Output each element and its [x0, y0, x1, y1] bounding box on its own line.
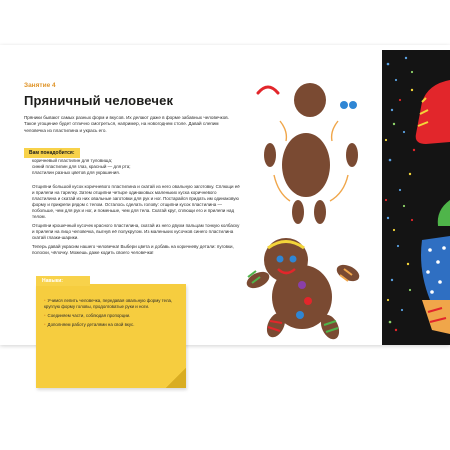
steps-text — [32, 184, 240, 259]
skill-item: • Учимся лепить человечка, передавая овальную форму тела, круглую форму головы, продолговатые руки и ноги. — [44, 298, 173, 309]
skills-list — [44, 298, 176, 331]
step-paragraph: Отщипни крошечный кусочек красного пластилина, скатай из него двухм пальцам тонкую колбаску и прилепи на лицо человечка, выгнув её полукругом. Из маленьких кусочков синего пластилина скатай глазки-шарики. — [32, 223, 240, 240]
step-paragraph: Теперь давай украсим нашего человечка! Выбери цвета и добавь на коричневу детали: пуговки, полоски, чёлочку. Можешь даже кодить своего человечка! — [32, 244, 234, 255]
skill-item: • Дополняем работу деталями на свой вкус. — [44, 322, 135, 327]
materials-heading: Вам понадобится: — [24, 148, 80, 158]
arrow-icon — [332, 121, 338, 141]
page-title: Пряничный человечек — [24, 93, 174, 108]
material-item: пластилин разных цветов для украшения. — [32, 170, 120, 175]
material-item: синий пластилин для глаз, красный — для рта; — [32, 164, 131, 169]
lesson-label: Занятие 4 — [24, 82, 56, 89]
man-eye — [277, 256, 284, 263]
material-item: коричневый пластилин для туловища; — [32, 158, 113, 163]
finished-man — [244, 238, 362, 342]
man-button — [296, 311, 304, 319]
materials-list — [32, 158, 232, 176]
skills-note-tab: Навыки: — [36, 276, 90, 286]
gingerbread-illustration — [240, 45, 400, 345]
next-figure-arm — [438, 200, 450, 226]
step-paragraph: Отщипни большой кусок коричневого пластилина и скатай из него овальную заготовку. Сплющи её и прилепи на тарелку. Затем отщипни четыре одинаковых маленьких куска коричневого пластилина и скатай из них овальные заготовки для рук и ног. Постарайся придать им одинаковую форму и прикрепи рядом с телом. Осталось сделать голову: отщипни кусок пластилина — побольше, чем для рук и ног, и поменьше, чем для тела. Скатай круг, сплющи его и прилепи над телом. — [32, 184, 240, 219]
next-figure-leg — [422, 300, 450, 334]
arm-piece — [346, 143, 358, 167]
arm-piece — [264, 143, 276, 167]
note-fold-corner — [166, 368, 186, 388]
parts-step — [258, 83, 358, 224]
leg-piece — [292, 200, 304, 224]
head-piece — [294, 83, 326, 117]
man-button — [304, 297, 312, 305]
eye-piece — [349, 101, 357, 109]
arrow-icon — [330, 175, 348, 201]
next-figure-head — [416, 80, 450, 144]
man-eye — [290, 256, 297, 263]
intro-text: Пряники бывают самых разных форм и вкусов. Их делают даже в форме забавных человечков. Такое угощение будет отлично смотреться, например, на новогоднем столе. Давай слепим человечка из пластилина и укрась его. — [24, 115, 229, 133]
skill-item: • Соединяем части, соблюдая пропорции. — [44, 313, 131, 318]
eye-piece — [340, 101, 348, 109]
mouth-piece — [258, 87, 278, 93]
body-piece — [282, 133, 330, 197]
arrow-icon — [280, 121, 286, 141]
man-button — [298, 281, 306, 289]
next-figure-body — [421, 236, 450, 300]
dotted-pattern — [382, 50, 450, 345]
leg-piece — [314, 200, 326, 224]
